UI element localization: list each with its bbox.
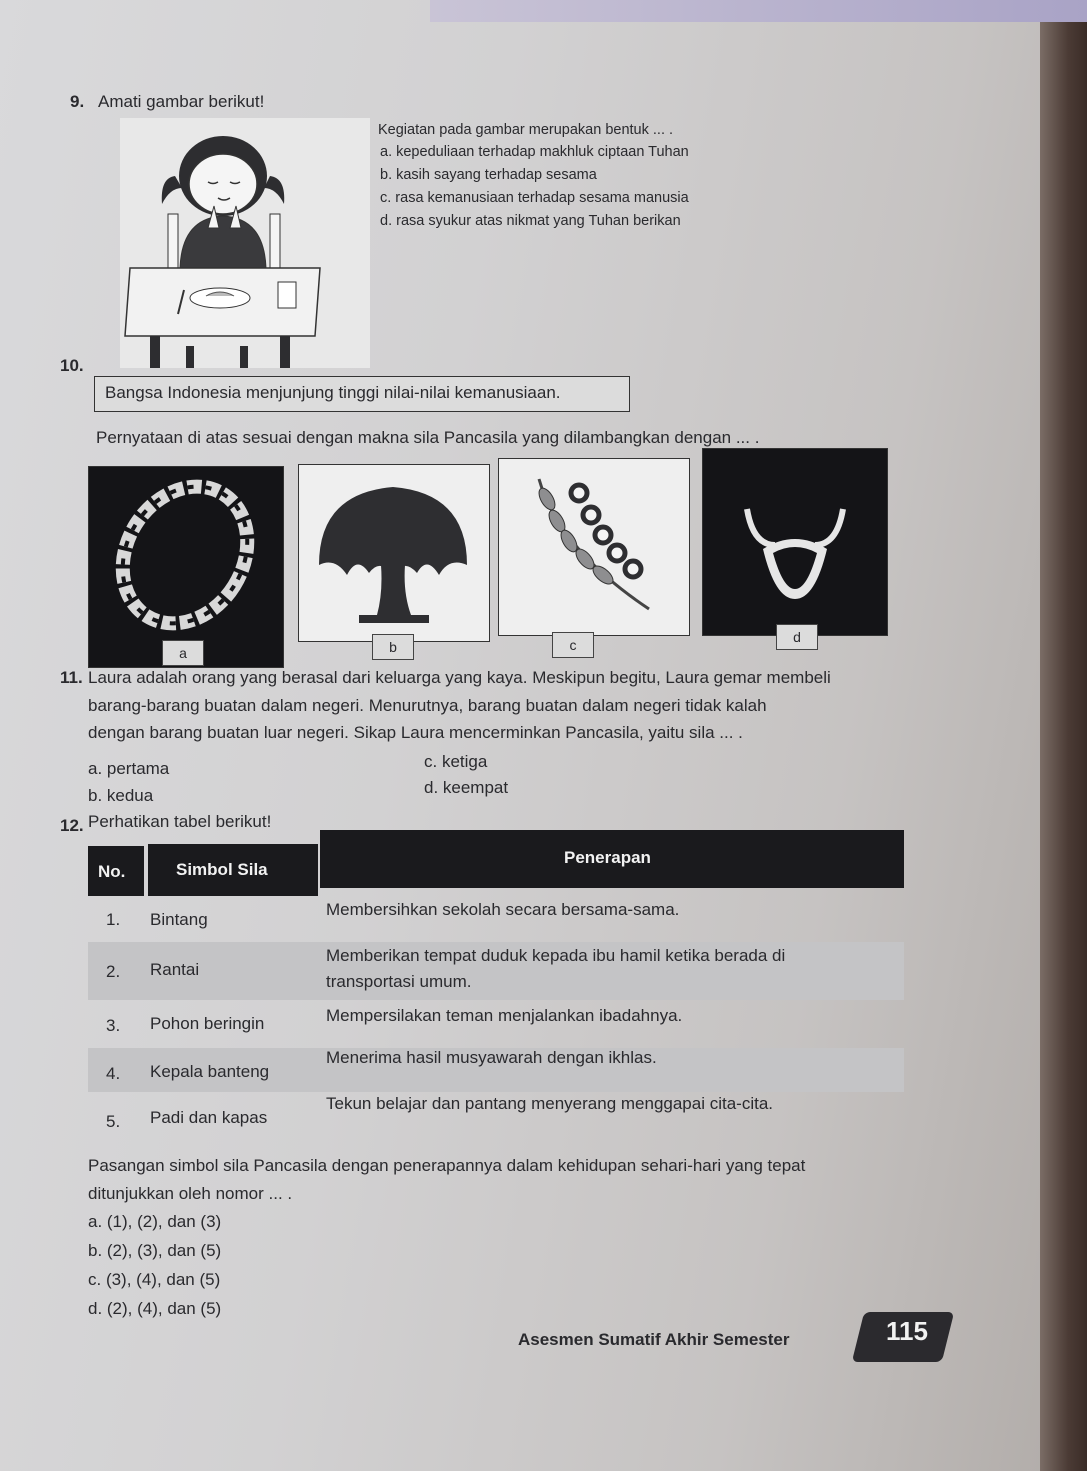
q9-stem: Kegiatan pada gambar merupakan bentuk ... . [378, 122, 674, 138]
table-header-penerapan: Penerapan [320, 830, 904, 888]
symbol-b-label: b [372, 634, 414, 660]
q10-number: 10. [60, 356, 84, 375]
q12-option-d[interactable]: d. (2), (4), dan (5) [88, 1299, 222, 1318]
footer-title: Asesmen Sumatif Akhir Semester [518, 1330, 790, 1349]
top-paper-band [430, 0, 1087, 22]
q10-stem: Pernyataan di atas sesuai dengan makna sila Pancasila yang dilambangkan dengan ... . [96, 428, 760, 447]
q11-line-2: barang-barang buatan dalam negeri. Menurutnya, barang buatan dalam negeri tidak kalah [88, 696, 767, 715]
q11-option-a[interactable]: a. pertama [88, 759, 170, 778]
table-row: 5. Padi dan kapas Tekun belajar dan pantang menyerang menggapai cita-cita. [106, 1094, 774, 1131]
symbol-b-tree[interactable] [298, 464, 490, 642]
symbol-a-chain[interactable] [88, 466, 284, 668]
q12-stem-line-1: Pasangan simbol sila Pancasila dengan penerapannya dalam kehidupan sehari-hari yang tepat [88, 1156, 806, 1175]
page-number: 115 [886, 1316, 928, 1346]
girl-praying-illustration [120, 118, 370, 368]
q12-instruction: Perhatikan tabel berikut! [88, 812, 272, 831]
banyan-tree-icon [299, 465, 489, 641]
chain-icon [89, 467, 283, 667]
symbol-a-label: a [162, 640, 204, 666]
symbol-c-rice-cotton[interactable] [498, 458, 690, 636]
q12-option-c[interactable]: c. (3), (4), dan (5) [88, 1270, 221, 1289]
table-row: 4. Kepala banteng Menerima hasil musyawarah dengan ikhlas. [88, 1048, 904, 1092]
q9-option-a[interactable]: a. kepeduliaan terhadap makhluk ciptaan Tuhan [380, 144, 689, 160]
q9-number: 9. [70, 92, 85, 111]
q12-stem-line-2: ditunjukkan oleh nomor ... . [88, 1184, 293, 1203]
table-header-no: No. [88, 846, 144, 896]
page-edge-background [1040, 0, 1087, 1471]
q11-option-c[interactable]: c. ketiga [424, 752, 488, 771]
q11-number: 11. [60, 668, 83, 687]
q9-instruction: Amati gambar berikut! [98, 92, 265, 111]
rice-cotton-icon [499, 459, 689, 635]
q11-option-b[interactable]: b. kedua [88, 786, 154, 805]
q11-line-1: Laura adalah orang yang berasal dari keluarga yang kaya. Meskipun begitu, Laura gemar membeli [88, 668, 831, 687]
q12-option-a[interactable]: a. (1), (2), dan (3) [88, 1212, 222, 1231]
table-row: 3. Pohon beringin Mempersilakan teman menjalankan ibadahnya. [106, 1006, 683, 1035]
q10-statement: Bangsa Indonesia menjunjung tinggi nilai-nilai kemanusiaan. [105, 383, 561, 402]
q11-line-3: dengan barang buatan luar negeri. Sikap Laura mencerminkan Pancasila, yaitu sila ... . [88, 723, 743, 742]
q11-option-d[interactable]: d. keempat [424, 778, 509, 797]
bull-head-icon [703, 449, 887, 635]
q9-option-b[interactable]: b. kasih sayang terhadap sesama [380, 167, 597, 183]
q10-statement-box [94, 376, 630, 412]
table-header-simbol: Simbol Sila [148, 844, 318, 896]
q12-number: 12. [60, 816, 84, 835]
table-row: 2. Rantai Memberikan tempat duduk kepada ibu hamil ketika berada di transportasi umum. [88, 942, 904, 1000]
q9-option-d[interactable]: d. rasa syukur atas nikmat yang Tuhan berikan [380, 213, 681, 229]
symbol-d-label: d [776, 624, 818, 650]
table-row: 1. Bintang Membersihkan sekolah secara bersama-sama. [106, 900, 680, 929]
q12-option-b[interactable]: b. (2), (3), dan (5) [88, 1241, 222, 1260]
symbol-c-label: c [552, 632, 594, 658]
symbol-d-bull-head[interactable] [702, 448, 888, 636]
q9-option-c[interactable]: c. rasa kemanusiaan terhadap sesama manusia [380, 190, 689, 206]
